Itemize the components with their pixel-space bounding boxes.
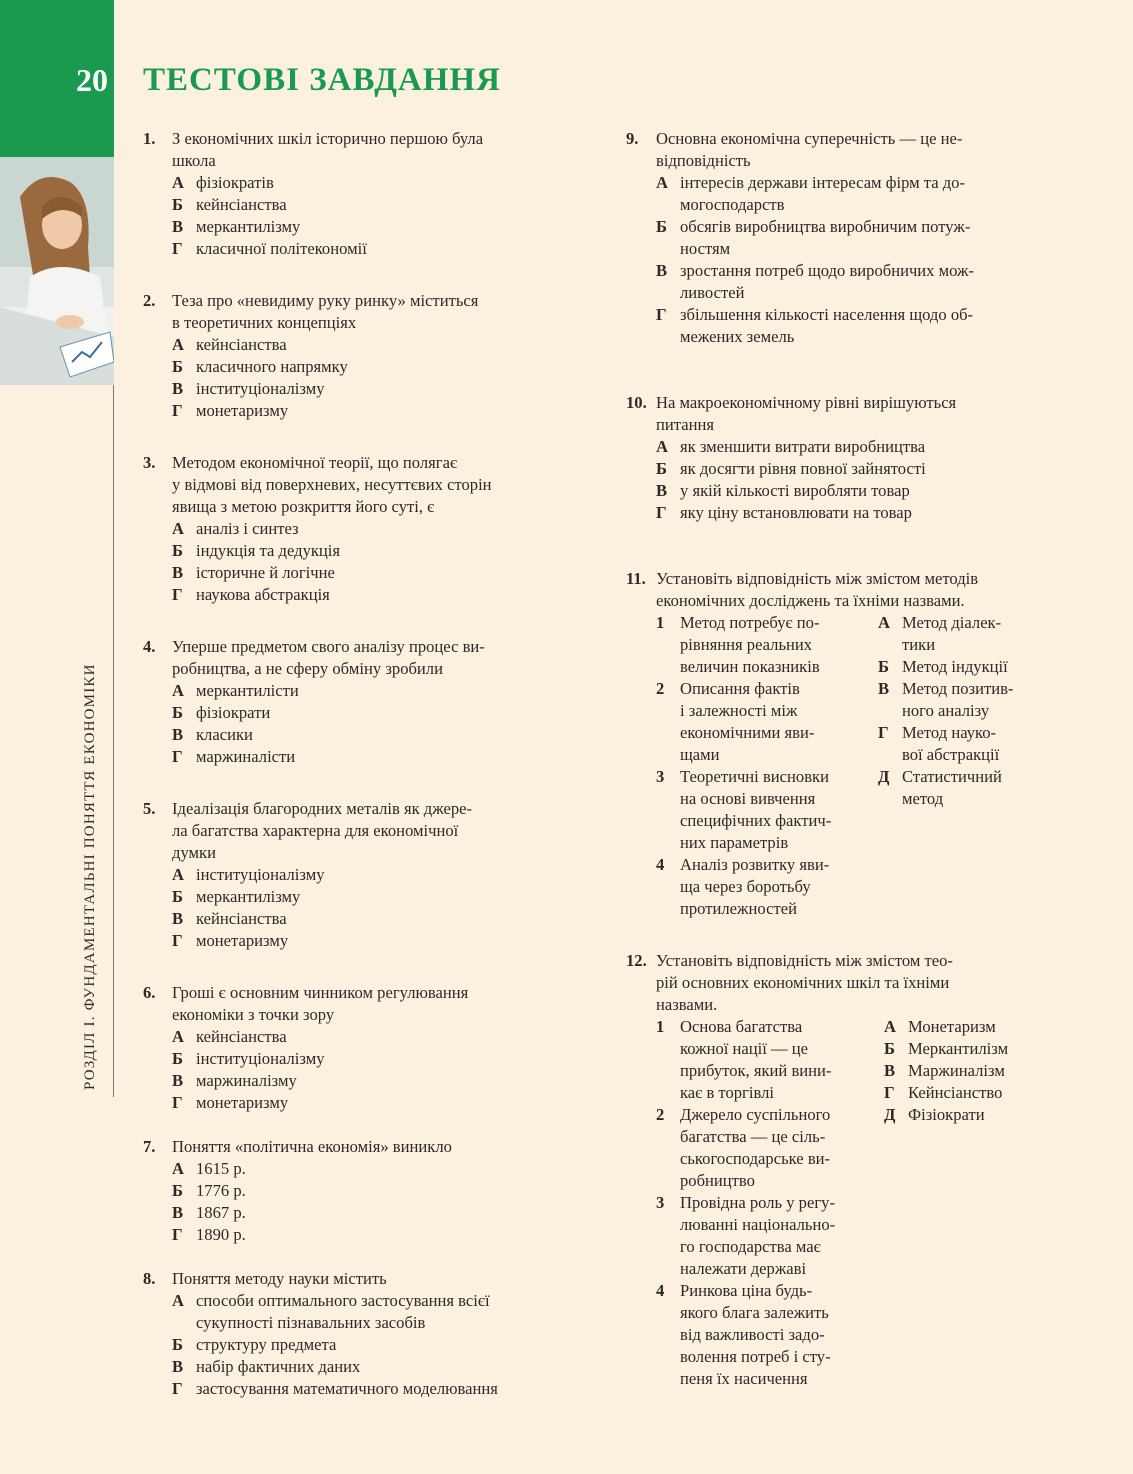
- option-text: кейнсіанства: [196, 909, 287, 928]
- answer-option: [656, 304, 1076, 348]
- option-letter: Б: [172, 703, 183, 722]
- option-letter: А: [656, 173, 668, 192]
- statement-item: [656, 854, 878, 920]
- option-letter: Г: [656, 503, 667, 522]
- answer-text: тики: [902, 635, 936, 654]
- statement-number: 2: [656, 1105, 665, 1124]
- question-text: економічних досліджень та їхніми назвами.: [656, 591, 965, 610]
- left-column: [143, 128, 593, 1400]
- answer-option: [656, 172, 1076, 216]
- question: [143, 128, 593, 260]
- option-text: монетаризму: [196, 1093, 289, 1112]
- statement-text: економічними яви-: [680, 723, 815, 742]
- statement-text: Провідна роль у регу-: [680, 1193, 835, 1212]
- page-title: ТЕСТОВІ ЗАВДАННЯ: [143, 62, 501, 98]
- question-text: Ідеалізація благородних металів як джере-: [172, 799, 473, 818]
- option-letter: В: [172, 1357, 184, 1376]
- option-letter: Г: [172, 747, 183, 766]
- option-letter: А: [656, 437, 668, 456]
- question-text: робництва, а не сферу обміну зробили: [172, 659, 443, 678]
- statement-number: 1: [656, 1017, 665, 1036]
- question-text: Поняття «політична економія» виникло: [172, 1137, 452, 1156]
- answer-item: [884, 1104, 1008, 1126]
- statement-text: пеня їх насичення: [680, 1369, 808, 1388]
- question-text: Методом економічної теорії, що полягає: [172, 453, 458, 472]
- option-text: наукова абстракція: [196, 585, 330, 604]
- option-text: 1776 р.: [196, 1181, 246, 1200]
- answer-item: [878, 656, 1013, 678]
- statement-text: належати державі: [680, 1259, 807, 1278]
- option-letter: Б: [172, 541, 183, 560]
- option-text: обсягів виробництва виробничим потуж-: [680, 217, 971, 236]
- statement-number: 4: [656, 855, 665, 874]
- answer-option: [172, 216, 593, 238]
- statement-text: Аналіз розвитку яви-: [680, 855, 830, 874]
- answers-column: [878, 612, 1013, 920]
- statement-item: [656, 1280, 884, 1390]
- option-letter: Г: [172, 585, 183, 604]
- option-text: монетаризму: [196, 931, 289, 950]
- answer-item: [878, 722, 1013, 766]
- answer-option: [172, 356, 593, 378]
- statement-text: ськогосподарське ви-: [680, 1149, 831, 1168]
- answer-text: Метод індукції: [902, 657, 1008, 676]
- question-number: 6.: [143, 983, 156, 1002]
- answer-letter: Б: [878, 657, 889, 676]
- answer-text: Маржиналізм: [908, 1061, 1005, 1080]
- answer-option: [656, 260, 1076, 304]
- question-text: Теза про «невидиму руку ринку» міститься: [172, 291, 479, 310]
- statement-item: [656, 1104, 884, 1192]
- question: [143, 982, 593, 1114]
- option-text: інституціоналізму: [196, 379, 325, 398]
- answer-letter: Б: [884, 1039, 895, 1058]
- answer-option: [172, 1092, 593, 1114]
- option-text: кейнсіанства: [196, 1027, 287, 1046]
- question-text: ла багатства характерна для економічної: [172, 821, 459, 840]
- option-letter: Б: [172, 195, 183, 214]
- option-letter: Б: [172, 1181, 183, 1200]
- statement-text: них параметрів: [680, 833, 789, 852]
- answer-option: [656, 502, 1076, 524]
- statement-text: кає в торгівлі: [680, 1083, 774, 1102]
- option-text: у якій кількості виробляти товар: [680, 481, 910, 500]
- option-text: класичної політекономії: [196, 239, 367, 258]
- answer-letter: Г: [884, 1083, 895, 1102]
- statement-item: [656, 1016, 884, 1104]
- statement-text: ща через боротьбу: [680, 877, 811, 896]
- option-letter: В: [172, 379, 184, 398]
- option-text: кейнсіанства: [196, 335, 287, 354]
- option-letter: Г: [172, 1225, 183, 1244]
- option-letter: А: [172, 173, 184, 192]
- answer-option: [172, 724, 593, 746]
- answer-text: Статистичний: [902, 767, 1002, 786]
- answer-item: [884, 1060, 1008, 1082]
- answer-item: [878, 766, 1013, 810]
- statement-number: 3: [656, 1193, 665, 1212]
- question: [143, 290, 593, 422]
- statement-text: специфічних фактич-: [680, 811, 832, 830]
- question-text: економіки з точки зору: [172, 1005, 335, 1024]
- answer-item: [884, 1016, 1008, 1038]
- answer-letter: Г: [878, 723, 889, 742]
- option-letter: Г: [656, 305, 667, 324]
- answer-text: ного аналізу: [902, 701, 990, 720]
- question-text: Поняття методу науки містить: [172, 1269, 387, 1288]
- question-text: Основна економічна суперечність — це не-: [656, 129, 963, 148]
- option-text: класичного напрямку: [196, 357, 348, 376]
- option-text: монетаризму: [196, 401, 289, 420]
- question-number: 7.: [143, 1137, 156, 1156]
- side-divider: [113, 385, 114, 1097]
- question: [143, 1268, 593, 1400]
- option-text: ливостей: [680, 283, 745, 302]
- answer-option: [172, 908, 593, 930]
- option-letter: А: [172, 865, 184, 884]
- answer-letter: Д: [884, 1105, 896, 1124]
- question-number: 8.: [143, 1269, 156, 1288]
- statement-text: рівняння реальних: [680, 635, 813, 654]
- answer-option: [172, 1048, 593, 1070]
- statement-text: щами: [680, 745, 720, 764]
- statement-text: якого блага залежить: [680, 1303, 829, 1322]
- answer-option: [172, 702, 593, 724]
- option-letter: В: [172, 909, 184, 928]
- statement-number: 1: [656, 613, 665, 632]
- answer-option: [172, 334, 593, 356]
- answers-column: [884, 1016, 1008, 1390]
- option-letter: В: [656, 261, 668, 280]
- statements-column: [656, 612, 878, 920]
- option-text: структуру предмета: [196, 1335, 337, 1354]
- answer-option: [172, 680, 593, 702]
- question-text: Гроші є основним чинником регулювання: [172, 983, 469, 1002]
- answer-item: [884, 1082, 1008, 1104]
- statement-text: і залежності між: [680, 701, 798, 720]
- option-letter: А: [172, 1159, 184, 1178]
- question: [143, 452, 593, 606]
- question-text: думки: [172, 843, 216, 862]
- statement-text: на основі вивчення: [680, 789, 816, 808]
- option-text: набір фактичних даних: [196, 1357, 361, 1376]
- question-number: 9.: [626, 129, 639, 148]
- option-text: 1867 р.: [196, 1203, 246, 1222]
- option-text: яку ціну встановлювати на товар: [680, 503, 912, 522]
- section-label: РОЗДІЛ І. ФУНДАМЕНТАЛЬНІ ПОНЯТТЯ ЕКОНОМІКИ: [82, 663, 98, 1090]
- option-letter: Б: [172, 1049, 183, 1068]
- answer-option: [172, 518, 593, 540]
- question-text: відповідність: [656, 151, 751, 170]
- option-letter: Б: [172, 1335, 183, 1354]
- option-letter: Б: [172, 887, 183, 906]
- answer-item: [878, 678, 1013, 722]
- matching-table: [656, 612, 1076, 920]
- answer-letter: Д: [878, 767, 890, 786]
- question-text: назвами.: [656, 995, 718, 1014]
- answer-option: [656, 458, 1076, 480]
- statement-number: 3: [656, 767, 665, 786]
- option-letter: Г: [172, 1093, 183, 1112]
- option-text: індукція та дедукція: [196, 541, 341, 560]
- answer-option: [172, 238, 593, 260]
- statement-number: 2: [656, 679, 665, 698]
- option-letter: Б: [656, 459, 667, 478]
- option-letter: В: [172, 725, 184, 744]
- statement-text: кожної нації — це: [680, 1039, 808, 1058]
- option-text: інтересів держави інтересам фірм та до-: [680, 173, 965, 192]
- matching-table: [656, 1016, 1076, 1390]
- option-letter: Г: [172, 401, 183, 420]
- question-number: 3.: [143, 453, 156, 472]
- answer-option: [172, 540, 593, 562]
- answer-text: Кейнсіанство: [908, 1083, 1003, 1102]
- option-text: 1615 р.: [196, 1159, 246, 1178]
- option-text: сукупності пізнавальних засобів: [196, 1313, 426, 1332]
- statement-text: люванні національно-: [680, 1215, 836, 1234]
- option-letter: Б: [656, 217, 667, 236]
- statement-item: [656, 678, 878, 766]
- answer-option: [172, 1180, 593, 1202]
- answer-letter: А: [878, 613, 890, 632]
- answer-option: [656, 436, 1076, 458]
- answer-option: [172, 400, 593, 422]
- answer-text: Монетаризм: [908, 1017, 996, 1036]
- option-text: фізіократів: [196, 173, 274, 192]
- question-text: питання: [656, 415, 714, 434]
- question-text: рій основних економічних шкіл та їхніми: [656, 973, 950, 992]
- option-text: інституціоналізму: [196, 1049, 325, 1068]
- question: [626, 392, 1076, 524]
- statement-text: робництво: [680, 1171, 755, 1190]
- option-text: як досягти рівня повної зайнятості: [680, 459, 926, 478]
- option-text: меркантилісти: [196, 681, 299, 700]
- statements-column: [656, 1016, 884, 1390]
- answer-option: [172, 1378, 593, 1400]
- option-letter: В: [172, 1071, 184, 1090]
- option-text: меркантилізму: [196, 887, 301, 906]
- question-text: школа: [172, 151, 216, 170]
- option-text: маржиналізму: [196, 1071, 297, 1090]
- option-text: межених земель: [680, 327, 795, 346]
- option-text: як зменшити витрати виробництва: [680, 437, 926, 456]
- option-text: могосподарств: [680, 195, 785, 214]
- answer-option: [656, 480, 1076, 502]
- answer-item: [878, 612, 1013, 656]
- option-text: аналіз і синтез: [196, 519, 299, 538]
- answer-option: [172, 194, 593, 216]
- matching-question: [626, 950, 1076, 1390]
- answer-letter: А: [884, 1017, 896, 1036]
- matching-question: [626, 568, 1076, 920]
- statement-text: волення потреб і сту-: [680, 1347, 831, 1366]
- answer-letter: В: [878, 679, 890, 698]
- question: [626, 128, 1076, 348]
- answer-letter: В: [884, 1061, 896, 1080]
- question-text: З економічних шкіл історично першою була: [172, 129, 484, 148]
- question-number: 4.: [143, 637, 156, 656]
- answer-option: [172, 930, 593, 952]
- answer-text: Метод позитив-: [902, 679, 1014, 698]
- answer-text: Меркантилізм: [908, 1039, 1009, 1058]
- option-text: ностям: [680, 239, 731, 258]
- answer-option: [172, 864, 593, 886]
- answer-option: [172, 562, 593, 584]
- statement-text: Метод потребує по-: [680, 613, 820, 632]
- answer-item: [884, 1038, 1008, 1060]
- statement-number: 4: [656, 1281, 665, 1300]
- option-letter: Г: [172, 1379, 183, 1398]
- answer-text: вої абстракції: [902, 745, 1000, 764]
- answer-option: [172, 1202, 593, 1224]
- question-number: 11.: [626, 569, 646, 588]
- answer-text: Метод діалек-: [902, 613, 1002, 632]
- question-number: 10.: [626, 393, 647, 412]
- option-text: збільшення кількості населення щодо об-: [680, 305, 974, 324]
- answer-option: [172, 746, 593, 768]
- statement-text: Джерело суспільного: [680, 1105, 831, 1124]
- option-letter: А: [172, 335, 184, 354]
- option-text: історичне й логічне: [196, 563, 335, 582]
- answer-option: [172, 378, 593, 400]
- answer-option: [172, 1070, 593, 1092]
- option-letter: А: [172, 1291, 184, 1310]
- option-text: фізіократи: [196, 703, 271, 722]
- answer-option: [172, 1334, 593, 1356]
- answer-text: Фізіократи: [908, 1105, 985, 1124]
- option-text: способи оптимального застосування всієї: [196, 1291, 490, 1310]
- option-letter: Г: [172, 239, 183, 258]
- option-letter: А: [172, 681, 184, 700]
- option-text: 1890 р.: [196, 1225, 246, 1244]
- option-letter: В: [172, 1203, 184, 1222]
- decorative-photo: [0, 157, 114, 385]
- answer-option: [172, 1290, 593, 1334]
- question-text: у відмові від поверхневих, несуттєвих сторін: [172, 475, 492, 494]
- question-text: Установіть відповідність між змістом тео-: [656, 951, 953, 970]
- question-number: 5.: [143, 799, 156, 818]
- option-letter: В: [656, 481, 668, 500]
- option-letter: Б: [172, 357, 183, 376]
- statement-text: прибуток, який вини-: [680, 1061, 832, 1080]
- option-letter: Г: [172, 931, 183, 950]
- statement-item: [656, 766, 878, 854]
- question-number: 1.: [143, 129, 156, 148]
- statement-item: [656, 612, 878, 678]
- statement-text: Ринкова ціна будь-: [680, 1281, 813, 1300]
- question-text: Установіть відповідність між змістом методів: [656, 569, 979, 588]
- answer-option: [172, 886, 593, 908]
- answer-option: [172, 1026, 593, 1048]
- question-number: 12.: [626, 951, 647, 970]
- statement-text: протилежностей: [680, 899, 797, 918]
- statement-text: Основа багатства: [680, 1017, 803, 1036]
- option-text: зростання потреб щодо виробничих мож-: [680, 261, 974, 280]
- statement-text: Теоретичні висновки: [680, 767, 829, 786]
- statement-text: Описання фактів: [680, 679, 800, 698]
- answer-option: [172, 1224, 593, 1246]
- question: [143, 1136, 593, 1246]
- option-text: меркантилізму: [196, 217, 301, 236]
- answer-option: [172, 172, 593, 194]
- answer-option: [656, 216, 1076, 260]
- statement-text: го господарства має: [680, 1237, 821, 1256]
- option-letter: В: [172, 217, 184, 236]
- answer-option: [172, 1356, 593, 1378]
- answer-text: Метод науко-: [902, 723, 997, 742]
- option-text: класики: [196, 725, 253, 744]
- right-column: [626, 128, 1076, 1390]
- page-number: 20: [76, 62, 108, 98]
- option-text: маржиналісти: [196, 747, 296, 766]
- statement-text: багатства — це сіль-: [680, 1127, 826, 1146]
- question-text: явища з метою розкриття його суті, є: [172, 497, 435, 516]
- statement-item: [656, 1192, 884, 1280]
- statement-text: величин показників: [680, 657, 820, 676]
- question: [143, 798, 593, 952]
- question-number: 2.: [143, 291, 156, 310]
- question: [143, 636, 593, 768]
- question-text: в теоретичних концепціях: [172, 313, 357, 332]
- option-text: кейнсіанства: [196, 195, 287, 214]
- answer-option: [172, 584, 593, 606]
- answer-option: [172, 1158, 593, 1180]
- option-text: інституціоналізму: [196, 865, 325, 884]
- option-letter: А: [172, 519, 184, 538]
- question-text: На макроекономічному рівні вирішуються: [656, 393, 957, 412]
- statement-text: від важливості задо-: [680, 1325, 825, 1344]
- option-letter: А: [172, 1027, 184, 1046]
- option-text: застосування математичного моделювання: [196, 1379, 498, 1398]
- option-letter: В: [172, 563, 184, 582]
- answer-text: метод: [902, 789, 944, 808]
- question-text: Уперше предметом свого аналізу процес ви-: [172, 637, 485, 656]
